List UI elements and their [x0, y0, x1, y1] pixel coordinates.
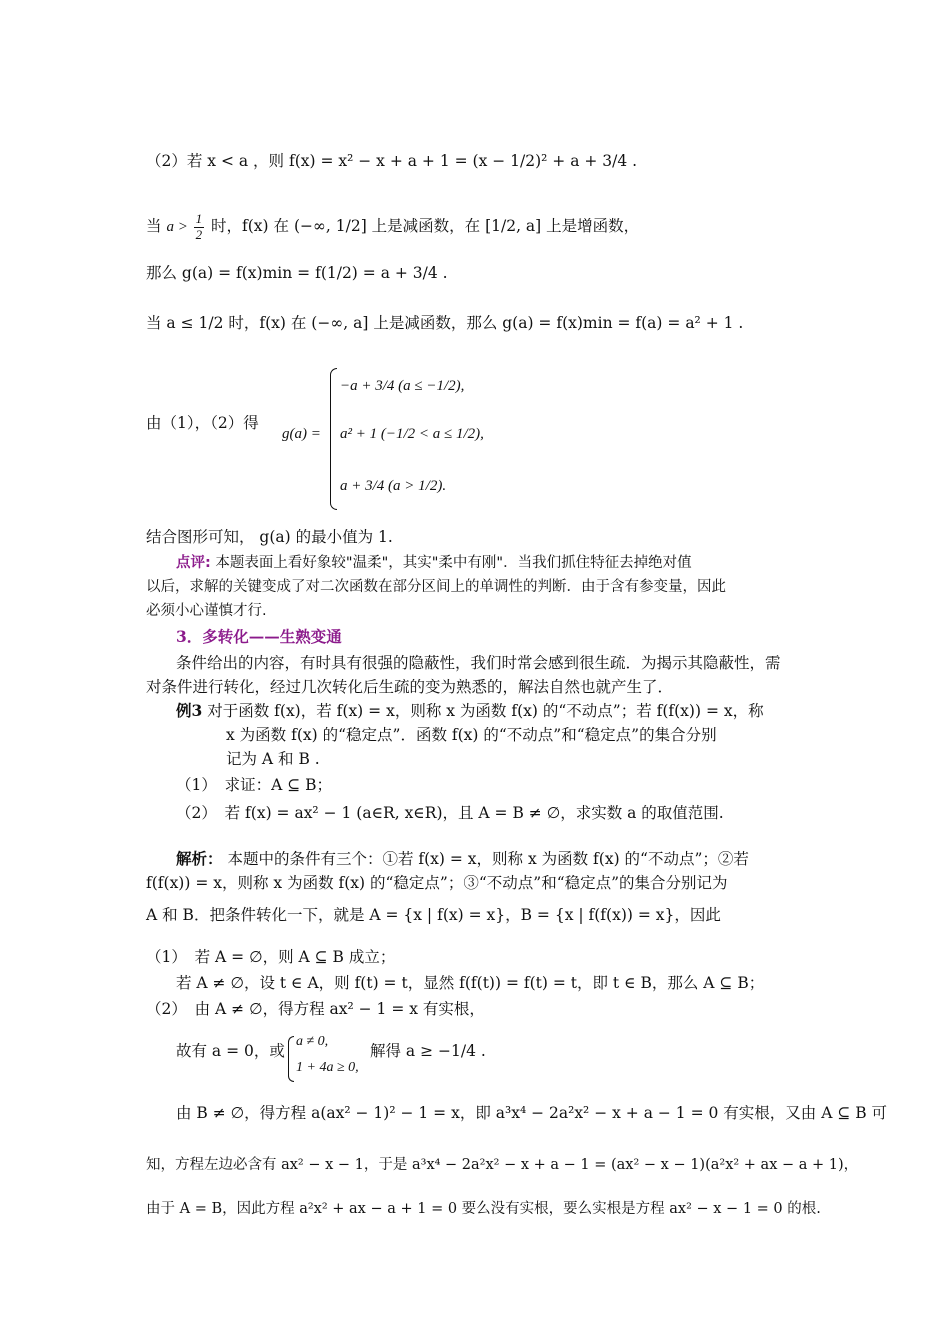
piecewise-brace — [330, 368, 337, 510]
comment-line-1 — [176, 552, 692, 574]
text-monotonic: 时，f(x) 在 (−∞, 1/2] 上是减函数，在 [1/2, a] 上是增函数， — [211, 216, 640, 235]
question-1: （1） 求证：A ⊆ B； — [176, 776, 333, 794]
line-a-le-half: 当 a ≤ 1/2 时，f(x) 在 (−∞, a] 上是减函数，那么 g(a) = f(x)min = f(a) = a² + 1 . — [146, 314, 744, 332]
solution-line-3: A 和 B．把条件转化一下，就是 A = {x | f(x) = x}，B = {x | f(f(x)) = x}，因此 — [146, 906, 721, 924]
line-g-min-1: 那么 g(a) = f(x)min = f(1/2) = a + 3/4 . — [146, 264, 448, 282]
line-min-value: 结合图形可知， g(a) 的最小值为 1. — [146, 528, 393, 546]
section-title: 3．多转化——生熟变通 — [176, 627, 342, 646]
cases-brace — [288, 1036, 294, 1082]
comment-line-3: 必须小心谨慎才行. — [146, 603, 267, 619]
para-line-1: 条件给出的内容，有时具有很强的隐蔽性，我们时常会感到很生疏．为揭示其隐蔽性，需 — [176, 654, 781, 672]
comment-label: 点评: — [176, 555, 211, 571]
proof-part-2: （2） 由 A ≠ ∅，得方程 ax² − 1 = x 有实根， — [146, 1000, 485, 1018]
example-line-1 — [176, 700, 764, 722]
text-dang: 当 — [146, 216, 162, 235]
solution-line-1 — [176, 848, 749, 870]
proof-line-7: 由于 A = B，因此方程 a²x² + ax − a + 1 = 0 要么没有实根，要么实根是方程 ax² − x − 1 = 0 的根. — [146, 1201, 821, 1217]
piecewise-case-3: a + 3/4 (a > 1/2). — [340, 478, 447, 494]
proof-cases-lead: 故有 a = 0，或 — [176, 1042, 285, 1060]
comment-text-1: 本题表面上看好象较"温柔"，其实"柔中有刚"．当我们抓住特征去掉绝对值 — [215, 555, 692, 571]
cases-2: 1 + 4a ≥ 0, — [296, 1060, 359, 1075]
example-line-2: x 为函数 f(x) 的“稳定点”．函数 f(x) 的“不动点”和“稳定点”的集合分别 — [226, 726, 717, 744]
line-piecewise-lead — [146, 412, 259, 434]
piecewise-g-label: g(a) = — [282, 426, 321, 442]
para-line-2: 对条件进行转化，经过几次转化后生疏的变为熟悉的，解法自然也就产生了． — [146, 678, 674, 696]
piecewise-case-1: −a + 3/4 (a ≤ −1/2), — [340, 378, 465, 394]
solution-line-2: f(f(x)) = x，则称 x 为函数 f(x) 的“稳定点”；③“不动点”和“稳定点”的集合分别记为 — [146, 874, 728, 892]
piecewise-case-2: a² + 1 (−1/2 < a ≤ 1/2), — [340, 426, 484, 442]
proof-line-5: 由 B ≠ ∅，得方程 a(ax² − 1)² − 1 = x，即 a³x⁴ − 2a²x² − x + a − 1 = 0 有实根，又由 A ⊆ B 可 — [176, 1104, 888, 1122]
proof-cases-line — [176, 1040, 285, 1062]
question-2: （2） 若 f(x) = ax² − 1 (a∈R, x∈R)，且 A = B ≠ ∅，求实数 a 的取值范围. — [176, 804, 724, 822]
comment-line-2: 以后，求解的关键变成了对二次函数在部分区间上的单调性的判断．由于含有参变量，因此 — [146, 579, 726, 595]
cond-a-gt-half: a > $\frac{1}{2}$ — [166, 211, 203, 242]
line-a-gt-half — [146, 212, 639, 243]
proof-part-1: （1） 若 A = ∅，则 A ⊆ B 成立； — [146, 948, 396, 966]
cases-1: a ≠ 0, — [296, 1034, 329, 1049]
solution-label: 解析： — [176, 849, 223, 868]
line-case2-intro: （2）若 x < a ，则 f(x) = x² − x + a + 1 = (x − 1/2)² + a + 3/4 . — [146, 152, 638, 170]
example-text-1: 对于函数 f(x)，若 f(x) = x，则称 x 为函数 f(x) 的“不动点”；若 f(f(x)) = x，称 — [207, 702, 764, 720]
cases-result: 解得 a ≥ −1/4 . — [370, 1042, 486, 1060]
example-line-3: 记为 A 和 B . — [226, 750, 320, 768]
proof-part-1b: 若 A ≠ ∅，设 t ∈ A，则 f(t) = t，显然 f(f(t)) = f(t) = t，即 t ∈ B，那么 A ⊆ B； — [176, 974, 765, 992]
example-label: 例3 — [176, 701, 203, 720]
proof-line-6: 知，方程左边必含有 ax² − x − 1，于是 a³x⁴ − 2a²x² − x + a − 1 = (ax² − x − 1)(a²x² + ax − a + 1)， — [146, 1157, 859, 1173]
text-from-1-2: 由（1），（2）得 — [146, 414, 259, 432]
solution-text-1: 本题中的条件有三个：①若 f(x) = x，则称 x 为函数 f(x) 的“不动点”；②若 — [227, 850, 749, 868]
